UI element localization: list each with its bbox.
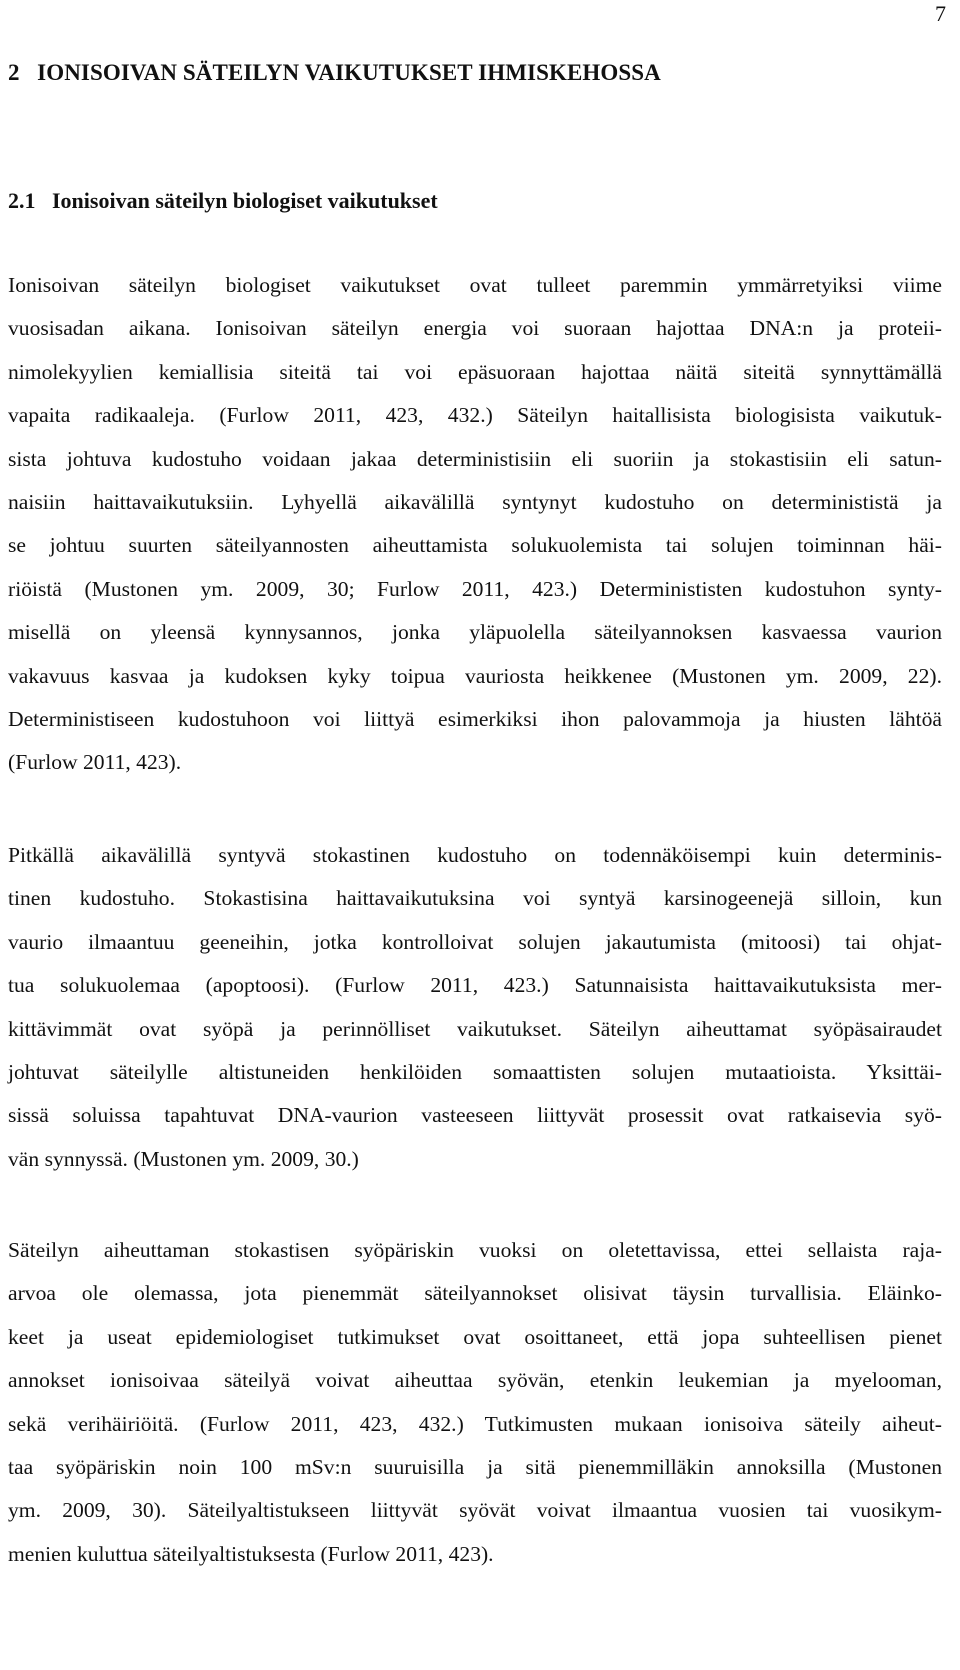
- text-line: se johtuu suurten säteilyannosten aiheuttamista solukuolemista tai solujen toiminnan häi-: [8, 533, 942, 558]
- text-line: vakavuus kasvaa ja kudoksen kyky toipua vauriosta heikkenee (Mustonen ym. 2009, 22).: [8, 663, 942, 688]
- text-line: johtuvat säteilylle altistuneiden henkilöiden somaattisten solujen mutaatioista. Yksittäi-: [8, 1060, 942, 1085]
- text-line: Pitkällä aikavälillä syntyvä stokastinen kudostuho on todennäköisempi kuin determinis-: [8, 843, 942, 867]
- text-line: (Furlow 2011, 423).: [8, 750, 182, 775]
- text-line: kittävimmät ovat syöpä ja perinnölliset vaikutukset. Säteilyn aiheuttamat syöpäsairaudet: [8, 1016, 942, 1041]
- text-line: Säteilyn aiheuttaman stokastisen syöpäriskin vuoksi on oletettavissa, ettei sellaista raja-: [8, 1238, 942, 1262]
- text-line: tinen kudostuho. Stokastisina haittavaikutuksina voi syntyä karsinogeenejä silloin, kun: [8, 886, 942, 911]
- text-line: keet ja useat epidemiologiset tutkimukset ovat osoittaneet, että jopa suhteellisen pienet: [8, 1324, 942, 1349]
- text-line: annokset ionisoivaa säteilyä voivat aiheuttaa syövän, etenkin leukemian ja myelooman,: [8, 1368, 942, 1393]
- text-line: ym. 2009, 30). Säteilyaltistukseen liittyvät syövät voivat ilmaantua vuosien tai vuosikym-: [8, 1498, 942, 1523]
- paragraph-biological-effects: [8, 264, 942, 785]
- text-line: taa syöpäriskin noin 100 mSv:n suuruisilla ja sitä pienemmilläkin annoksilla (Mustonen: [8, 1455, 942, 1480]
- text-line: vapaita radikaaleja. (Furlow 2011, 423, 432.) Säteilyn haitallisista biologisista vaikutuk-: [8, 403, 942, 428]
- text-line: vaurio ilmaantuu geeneihin, jotka kontrolloivat solujen jakautumista (mitoosi) tai ohjat-: [8, 929, 942, 954]
- paragraph-cancer-risk: [8, 1229, 942, 1576]
- text-line: vän synnyssä. (Mustonen ym. 2009, 30.): [8, 1146, 359, 1171]
- text-line: naisiin haittavaikutuksiin. Lyhyellä aikavälillä syntynyt kudostuho on determinististä ja: [8, 490, 942, 515]
- paragraph-stochastic-damage: [8, 834, 942, 1181]
- text-line: misellä on yleensä kynnysannos, jonka yläpuolella säteilyannoksen kasvaessa vaurion: [8, 620, 942, 645]
- text-line: sista johtuva kudostuho voidaan jakaa deterministisiin eli suoriin ja stokastisiin eli satun-: [8, 446, 942, 471]
- text-line: Deterministiseen kudostuhoon voi liittyä esimerkiksi ihon palovammoja ja hiusten lähtöä: [8, 707, 942, 732]
- text-line: menien kuluttua säteilyaltistuksesta (Furlow 2011, 423).: [8, 1541, 494, 1566]
- page-number: 7: [935, 1, 946, 26]
- chapter-heading: 2 IONISOIVAN SÄTEILYN VAIKUTUKSET IHMISKEHOSSA: [8, 60, 661, 85]
- text-line: Ionisoivan säteilyn biologiset vaikutukset ovat tulleet paremmin ymmärretyiksi viime: [8, 273, 942, 297]
- text-line: riöistä (Mustonen ym. 2009, 30; Furlow 2011, 423.) Determinististen kudostuhon synty-: [8, 576, 942, 601]
- text-line: vuosisadan aikana. Ionisoivan säteilyn energia voi suoraan hajottaa DNA:n ja proteii-: [8, 316, 942, 341]
- text-line: sekä verihäiriöitä. (Furlow 2011, 423, 432.) Tutkimusten mukaan ionisoiva säteily aiheut-: [8, 1411, 942, 1436]
- text-line: arvoa ole olemassa, jota pienemmät säteilyannokset olisivat täysin turvallisia. Eläinko-: [8, 1281, 942, 1306]
- text-line: tua solukuolemaa (apoptoosi). (Furlow 2011, 423.) Satunnaisista haittavaikutuksista mer-: [8, 973, 942, 998]
- section-heading: 2.1 Ionisoivan säteilyn biologiset vaikutukset: [8, 188, 438, 213]
- text-line: nimolekyylien kemiallisia siteitä tai voi epäsuoraan hajottaa näitä siteitä synnyttämällä: [8, 359, 942, 384]
- text-line: sissä soluissa tapahtuvat DNA-vaurion vasteeseen liittyvät prosessit ovat ratkaisevia syö-: [8, 1103, 942, 1128]
